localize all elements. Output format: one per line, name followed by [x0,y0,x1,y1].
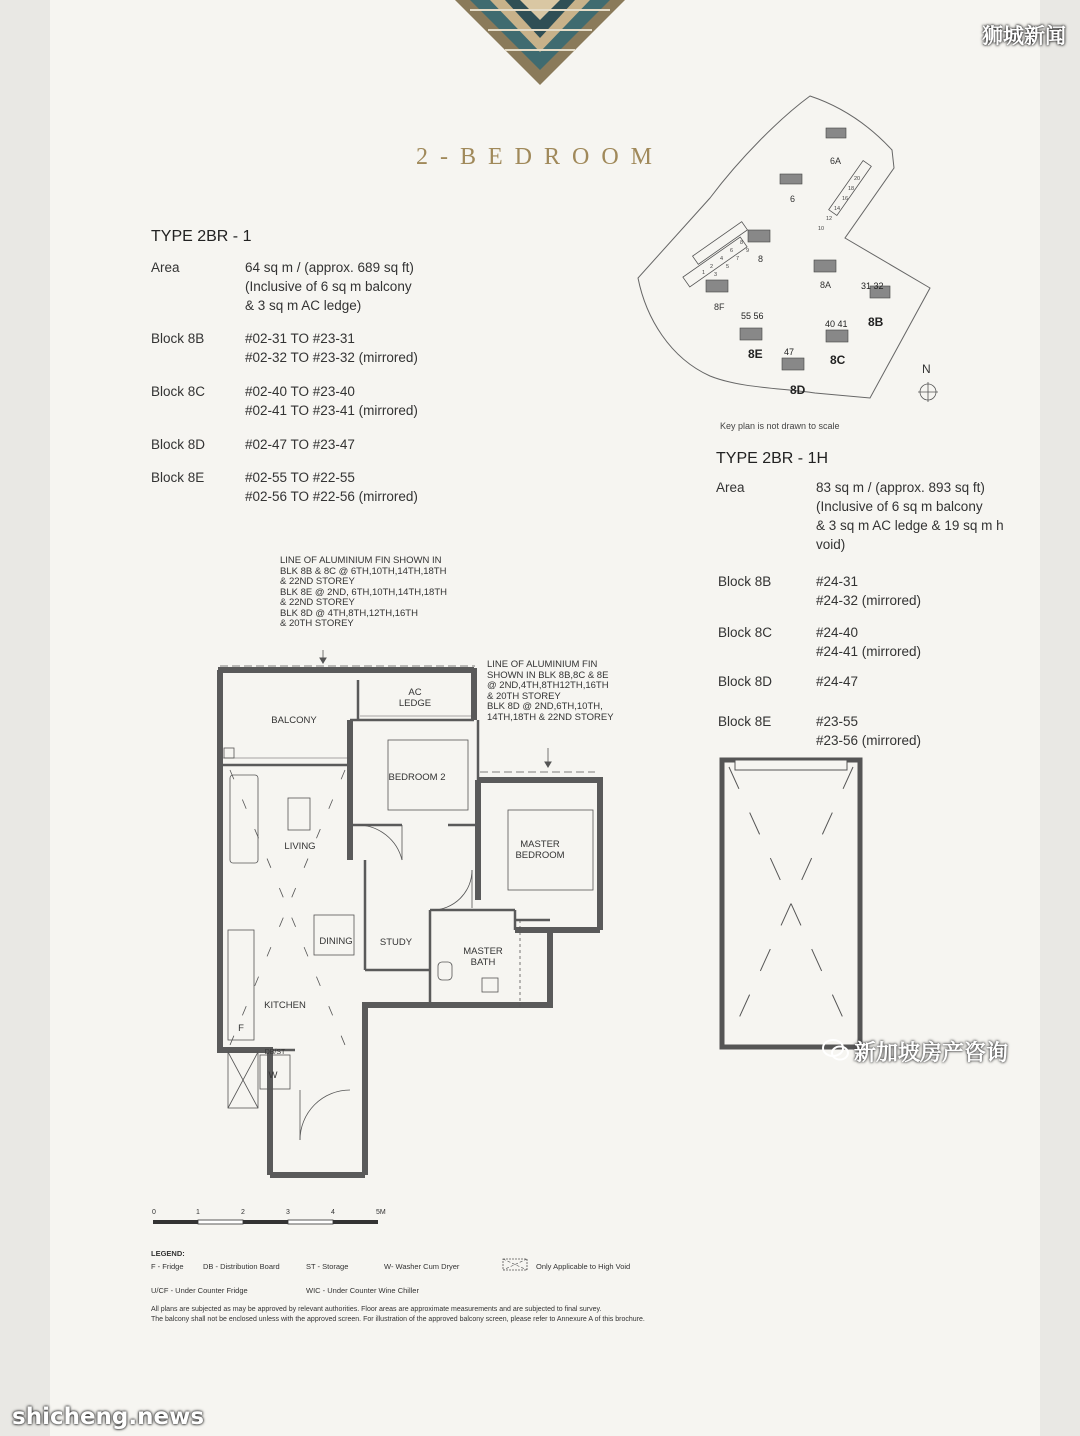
type-2br1-block-8d [151,435,471,455]
type-2br1h-block-8c [718,623,1018,663]
room-kitchen: KITCHEN [264,1000,306,1011]
block-label: Block 8C [151,384,206,399]
high-void-plan [715,755,870,1055]
townhouse-number: 14 [834,206,841,212]
scale-tick-label: 5M [376,1209,386,1216]
block-8e-label: 8E [748,347,763,361]
disclaimer-line: All plans are subjected as may be approved by relevant authorities. Floor areas are approximate measurements and are subjected to final survey. [151,1306,602,1313]
legend-item: ST - Storage [306,1262,349,1271]
note-line: LINE OF ALUMINIUM FIN [487,659,598,670]
legend-item: WIC - Under Counter Wine Chiller [306,1286,419,1295]
key-plan-caption: Key plan is not drawn to scale [720,421,840,431]
unit-range: #02-55 TO #22-55 [245,470,355,485]
note-line: & 20TH STOREY [487,690,561,702]
room-ac-ledge [390,687,440,709]
townhouse-number: 1 [702,270,706,276]
townhouse-number: 9 [746,248,750,254]
unit-numbers-8c: 40 41 [825,319,848,329]
block-label: Block 8B [718,574,772,589]
room-label-line: BATH [470,957,496,968]
legend-item: W- Washer Cum Dryer [384,1262,460,1271]
area-line: void) [816,537,846,552]
unit-range: #02-32 TO #23-32 (mirrored) [245,350,418,365]
room-master-bath [458,946,508,968]
townhouse-number: 16 [842,196,849,202]
type-2br1h-title: TYPE 2BR - 1H [716,450,829,467]
db-st-label: DB/ST [264,1049,286,1056]
wechat-icon [822,1038,850,1062]
block-8c-label: 8C [830,353,846,367]
note-line: BLK 8B & 8C @ 6TH,10TH,14TH,18TH [280,565,447,577]
legend-item: F - Fridge [151,1262,184,1271]
unit-range: #02-40 TO #23-40 [245,384,355,399]
type-2br1-title: TYPE 2BR - 1 [151,228,252,245]
unit-range: #02-41 TO #23-41 (mirrored) [245,403,418,418]
type-2br1h-block-8e [718,712,1018,752]
townhouse-number: 7 [736,256,740,262]
area-line: 83 sq m / (approx. 893 sq ft) [816,480,985,495]
decorative-pattern [0,0,1080,90]
high-void-legend-icon [502,1258,528,1272]
north-label: N [922,362,931,376]
legend-item: U/CF - Under Counter Fridge [151,1286,248,1295]
legend-item: Only Applicable to High Void [536,1262,631,1271]
area-line: (Inclusive of 6 sq m balcony [245,279,412,294]
room-study: STUDY [379,937,413,948]
room-label-line: AC [408,687,422,698]
area-line: 64 sq m / (approx. 689 sq ft) [245,260,414,275]
type-2br1-block-8c [151,382,471,422]
townhouse-number: 12 [826,216,833,222]
unit-numbers-8d: 47 [784,347,795,357]
room-dining: DINING [319,936,353,947]
block-6a-label: 6A [830,156,842,166]
watermark-top-right: 狮城新闻 [982,24,1066,48]
townhouse-number: 3 [714,272,718,278]
townhouse-number: 10 [818,226,825,232]
scale-tick-label: 1 [196,1209,200,1216]
legend-item: DB - Distribution Board [203,1262,280,1271]
scale-tick-label: 0 [152,1209,156,1216]
room-bedroom-2: BEDROOM 2 [388,772,446,783]
area-label: Area [151,260,180,275]
townhouse-number: 18 [848,186,855,192]
watermark-bottom-left: shicheng.news [12,1404,205,1430]
legend-title: LEGEND: [151,1249,185,1258]
room-master-bedroom [508,839,572,861]
townhouse-number: 8 [740,240,744,246]
townhouse-number: 5 [726,264,730,270]
block-8d-label: 8D [790,383,806,397]
unit-number: #24-31 [816,574,859,589]
block-label: Block 8E [718,714,772,729]
block-8a-label: 8A [820,280,832,290]
block-label: Block 8D [151,437,206,452]
watermark-bottom-right: 新加坡房产咨询 [854,1041,1009,1066]
type-2br1-area [151,258,471,318]
note-line: BLK 8D @ 4TH,8TH,12TH,16TH [280,607,418,619]
area-line: (Inclusive of 6 sq m balcony [816,499,983,514]
type-2br1h-area [716,478,1036,558]
key-plan [630,88,950,428]
unit-number: #24-47 [816,674,859,689]
townhouse-number: 2 [710,264,714,270]
townhouse-number: 6 [730,248,734,254]
unit-numbers-8b: 31 32 [861,281,884,291]
scale-tick-label: 2 [241,1209,245,1216]
type-2br1-block-8e [151,468,471,508]
unit-range: #02-31 TO #23-31 [245,331,355,346]
townhouse-number: 20 [854,176,861,182]
type-2br1h-block-8d [718,672,1018,692]
note-line: & 22ND STOREY [280,597,355,608]
room-label-line: MASTER [463,946,503,957]
washer-label: W [268,1070,278,1081]
block-label: Block 8D [718,674,773,689]
area-label: Area [716,480,745,495]
floor-plan-2br1 [210,630,610,1180]
room-label-line: LEDGE [398,698,432,709]
note-line: SHOWN IN BLK 8B,8C & 8E [487,669,609,681]
scale-bar [148,1206,398,1234]
unit-number: #23-55 [816,714,859,729]
note-line: @ 2ND,4TH,8TH12TH,16TH [487,680,609,691]
block-6-label: 6 [790,194,796,204]
unit-number: #24-41 (mirrored) [816,644,922,659]
note-line: 14TH,18TH & 22ND STOREY [487,711,614,723]
area-line: & 3 sq m AC ledge) [245,298,362,313]
room-label-line: BEDROOM [515,850,565,861]
disclaimer-line: The balcony shall not be enclosed unless with the approved screen. For illustration of the approved balcony screen, please refer to Annexure A of this brochure. [151,1316,645,1323]
block-label: Block 8B [151,331,205,346]
room-balcony: BALCONY [271,715,317,726]
type-2br1h-block-8b [718,572,1018,612]
room-living: LIVING [284,841,316,852]
townhouse-number: 4 [720,256,724,262]
north-arrow-icon [918,382,938,402]
unit-number: #23-56 (mirrored) [816,733,922,748]
fridge-label: F [238,1023,244,1034]
type-2br1-block-8b [151,329,471,369]
note-line: BLK 8E @ 2ND, 6TH,10TH,14TH,18TH [280,586,447,598]
block-label: Block 8C [718,625,773,640]
room-label-line: MASTER [520,839,560,850]
scale-tick-label: 4 [331,1209,335,1216]
block-8-label: 8 [758,254,764,264]
unit-number: #24-40 [816,625,859,640]
note-line: BLK 8D @ 2ND,6TH,10TH, [487,701,603,712]
unit-number: #24-32 (mirrored) [816,593,922,608]
unit-numbers-8e: 55 56 [741,311,764,321]
note-line: & 22ND STOREY [280,576,355,587]
block-8b-label: 8B [868,315,884,329]
unit-range: #02-56 TO #22-56 (mirrored) [245,489,418,504]
note-line: LINE OF ALUMINIUM FIN SHOWN IN [280,555,442,566]
area-line: & 3 sq m AC ledge & 19 sq m h [816,518,1004,533]
note-line: & 20TH STOREY [280,618,354,629]
area-value [245,258,414,315]
unit-range: #02-47 TO #23-47 [245,437,355,452]
block-label: Block 8E [151,470,205,485]
scale-tick-label: 3 [286,1209,290,1216]
block-8f-label: 8F [714,302,725,312]
page-title: 2-BEDROOM [415,144,664,170]
fin-note-top [280,556,447,630]
